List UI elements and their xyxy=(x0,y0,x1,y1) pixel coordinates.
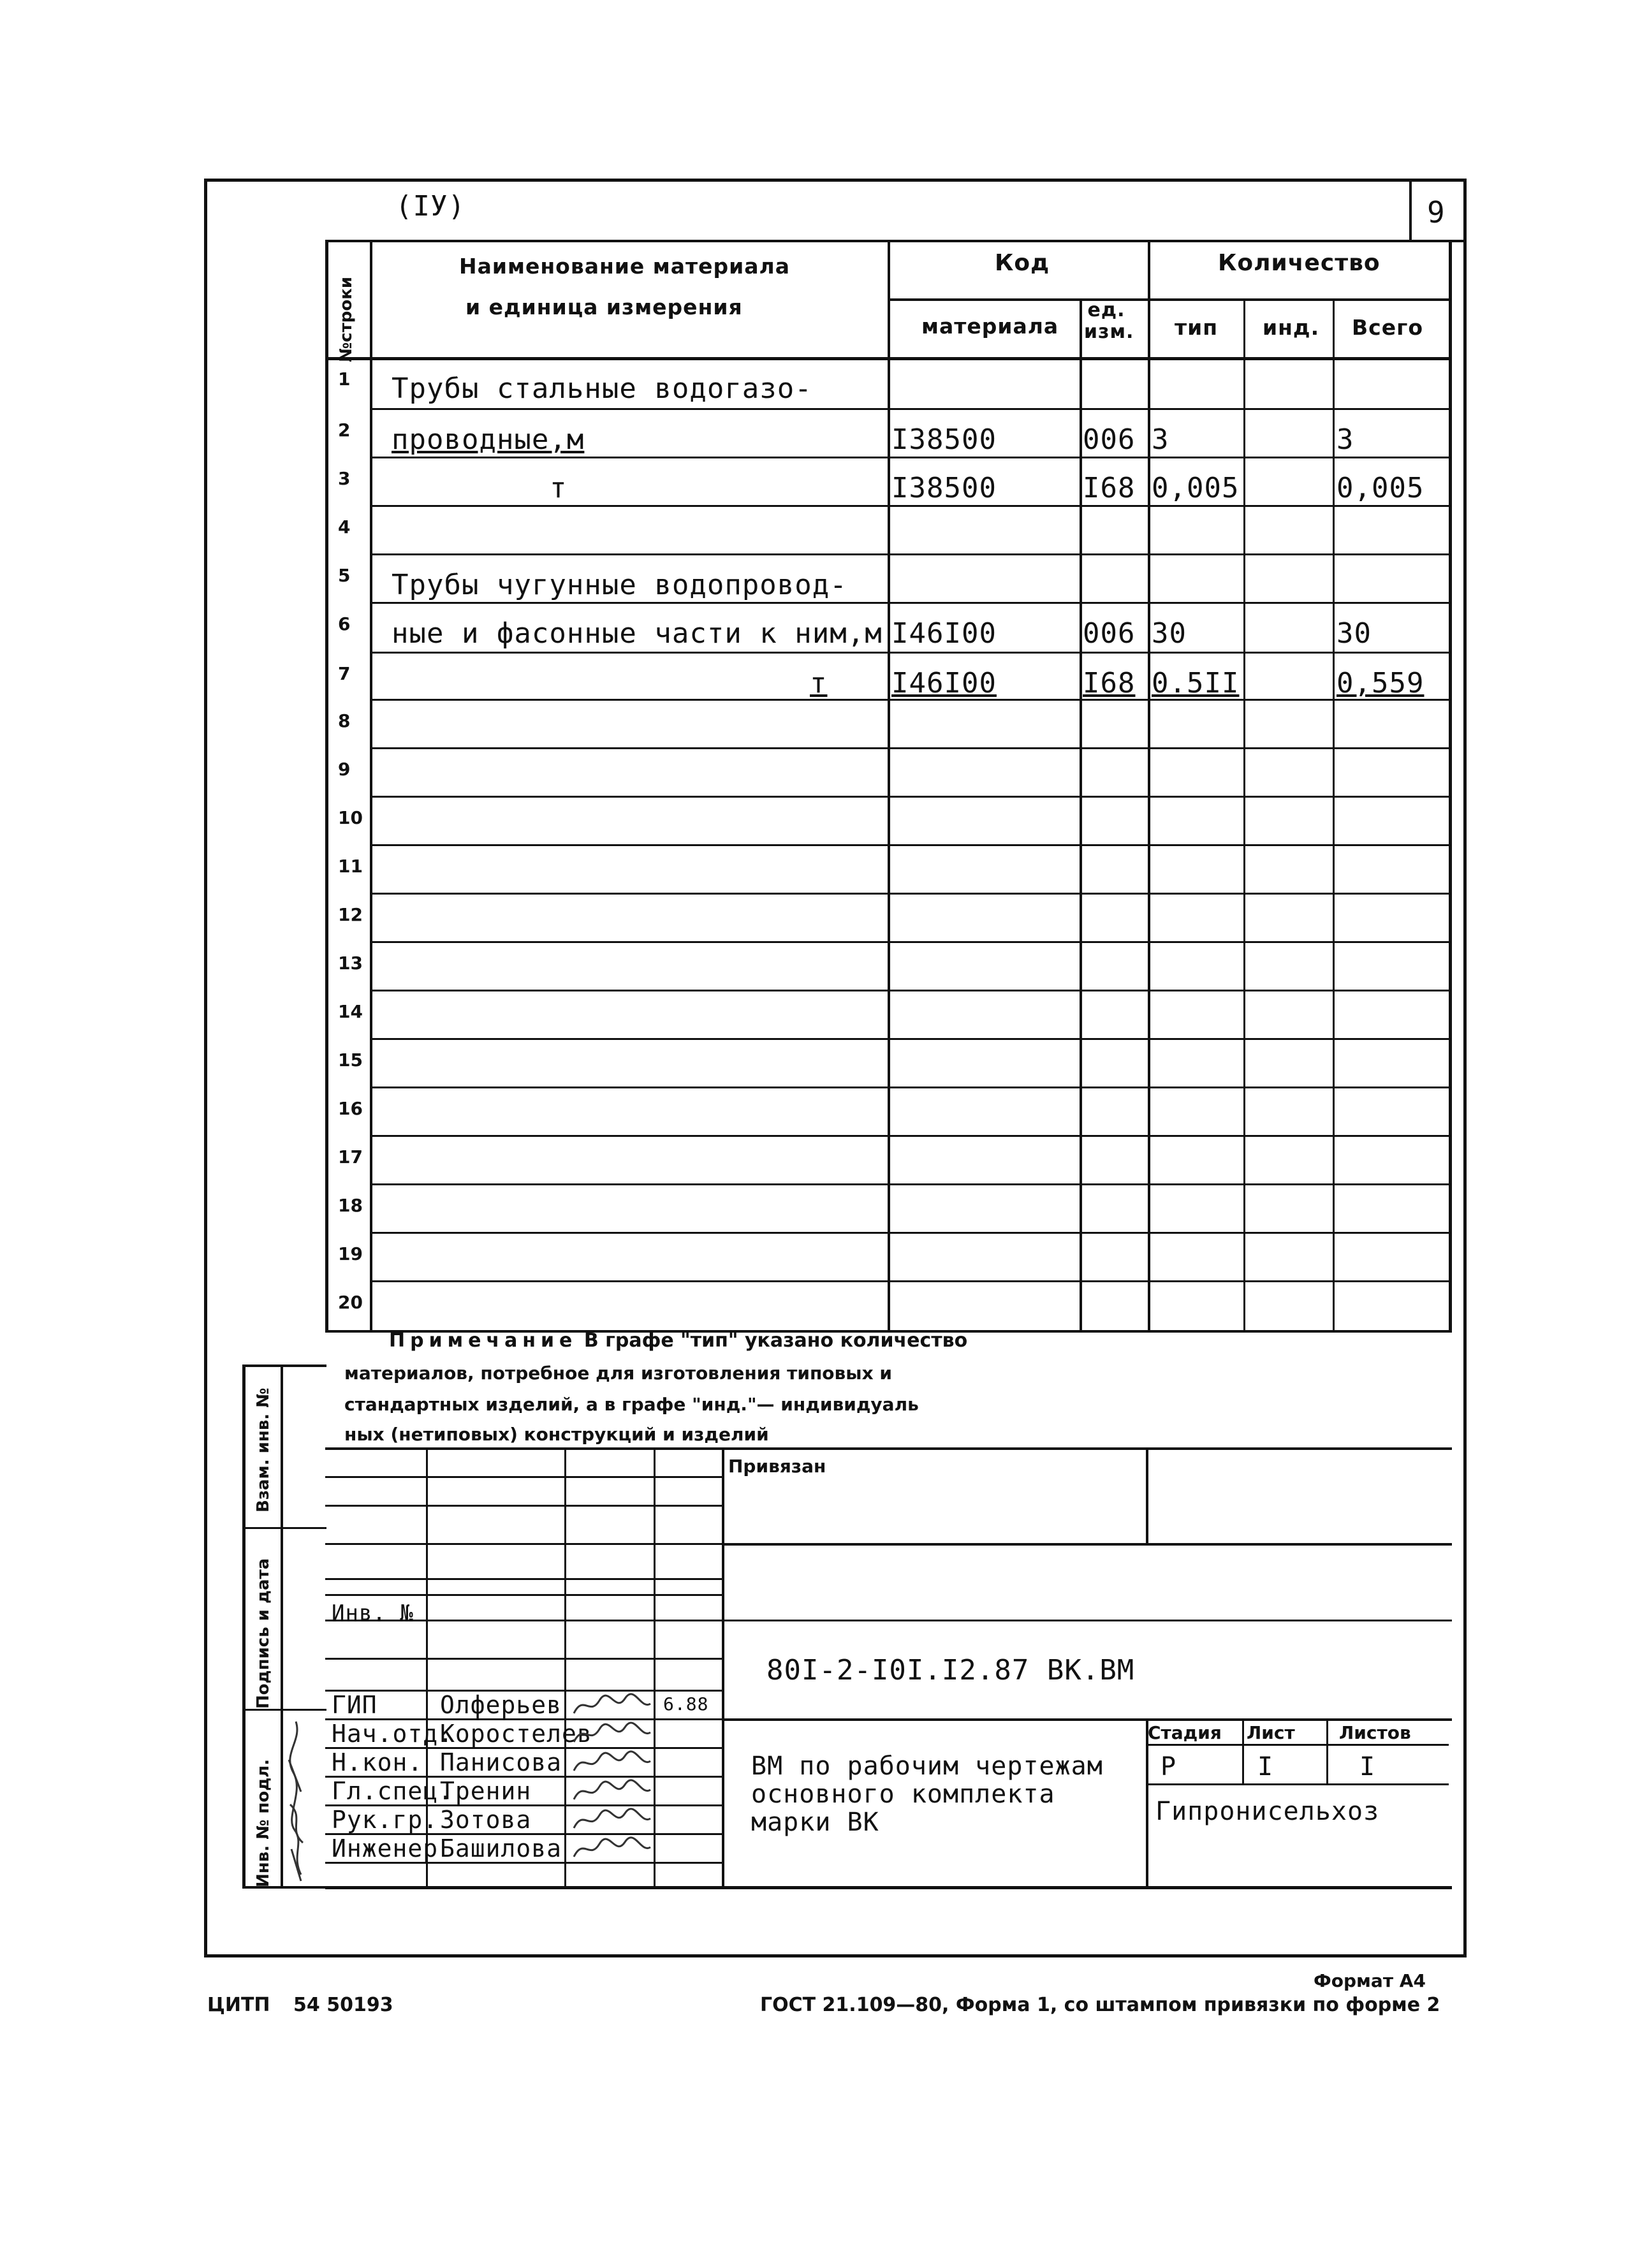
stage-value: Р xyxy=(1161,1752,1177,1781)
privyazan-right-divider xyxy=(1146,1447,1148,1544)
col-qty-ind: инд. xyxy=(1263,315,1320,340)
side-label-vzam: Взам. инв. № xyxy=(254,1387,273,1512)
signature-mark xyxy=(571,1691,654,1719)
cell-total: 30 xyxy=(1337,617,1372,650)
cell-type: 0.5II xyxy=(1152,667,1240,699)
row-number: 19 xyxy=(338,1243,363,1264)
cell-unit: I68 xyxy=(1083,667,1136,699)
stamp-bottom-line xyxy=(325,1886,1452,1889)
sheet-label: Лист xyxy=(1247,1722,1295,1743)
row-number: 14 xyxy=(338,1001,363,1022)
stage-col-divider1 xyxy=(1242,1718,1244,1783)
sheet-number: 9 xyxy=(1427,195,1446,230)
signer-name: Башилова xyxy=(440,1834,562,1862)
row-number: 20 xyxy=(338,1292,363,1313)
row-line xyxy=(370,747,1452,749)
doc-title-line1: ВМ по рабочим чертежам xyxy=(751,1752,1103,1781)
cell-code: I46I00 xyxy=(891,617,997,650)
stamp-col-divider xyxy=(654,1447,656,1887)
signer-role: Рук.гр. xyxy=(332,1806,439,1834)
row-line xyxy=(370,602,1452,604)
footer-org: ЦИТП xyxy=(207,1994,270,2016)
signer-role: ГИП xyxy=(332,1691,377,1719)
stamp-row-line xyxy=(325,1505,722,1507)
signer-name: Тренин xyxy=(440,1777,532,1805)
row-number: 3 xyxy=(338,468,351,489)
col-qty-header: Количество xyxy=(1218,250,1381,276)
row-line xyxy=(370,990,1452,991)
row-line xyxy=(370,553,1452,555)
code-top-line xyxy=(722,1620,1452,1621)
row-line xyxy=(370,1280,1452,1282)
row-line xyxy=(370,652,1452,654)
signer-name: Коростелев xyxy=(440,1720,592,1748)
col-code-unit: ед. изм. xyxy=(1084,299,1134,343)
row-number: 7 xyxy=(338,663,351,684)
footer-gost: ГОСТ 21.109—80, Форма 1, со штампом привязки по форме 2 xyxy=(760,1994,1440,2016)
note-line4: ных (нетиповых) конструкций и изделий xyxy=(344,1424,769,1445)
cell-name: Трубы стальные водогазо- xyxy=(392,372,812,405)
col-divider-rownum xyxy=(370,240,372,1331)
sheet-number-divider xyxy=(1409,179,1412,241)
col-code-material: материала xyxy=(921,314,1059,339)
side-strip-left xyxy=(242,1364,245,1887)
side-label-podpis: Подпись и дата xyxy=(254,1558,273,1709)
cell-type: 30 xyxy=(1152,617,1187,650)
signer-name: Олферьев xyxy=(440,1691,562,1719)
stamp-row-line xyxy=(325,1658,722,1660)
title-top-line xyxy=(722,1718,1452,1721)
cell-name: проводные,м xyxy=(392,423,585,456)
cell-total: 0,559 xyxy=(1337,667,1425,699)
row-line xyxy=(370,457,1452,458)
cell-unit: I68 xyxy=(1083,472,1136,504)
stamp-row-line xyxy=(325,1476,722,1478)
privyazan-label: Привязан xyxy=(728,1456,826,1477)
row-line xyxy=(370,1232,1452,1234)
cell-total: 0,005 xyxy=(1337,472,1425,504)
signer-date: 6.88 xyxy=(663,1694,709,1715)
row-number: 11 xyxy=(338,856,363,877)
row-line xyxy=(370,1086,1452,1088)
row-line xyxy=(370,1183,1452,1185)
sheet-value: I xyxy=(1257,1752,1274,1781)
row-line xyxy=(370,796,1452,798)
signer-role: Н.кон. xyxy=(332,1748,423,1776)
side-strip-sep2 xyxy=(242,1709,326,1711)
section-code: (IУ) xyxy=(395,190,465,223)
row-number: 10 xyxy=(338,807,363,828)
col-divider-name xyxy=(888,240,890,1331)
handwritten-inventory-mark xyxy=(285,1747,307,1887)
row-line xyxy=(370,505,1452,507)
cell-type: 3 xyxy=(1152,423,1169,456)
row-number: 16 xyxy=(338,1098,363,1119)
row-number: 4 xyxy=(338,516,351,538)
signature-mark xyxy=(571,1748,654,1776)
col-name-line1: Наименование материала xyxy=(459,254,790,279)
header-top-line xyxy=(325,240,1467,242)
row-number: 9 xyxy=(338,759,351,780)
cell-total: 3 xyxy=(1337,423,1354,456)
col-code-header: Код xyxy=(995,250,1050,276)
row-line xyxy=(370,1038,1452,1040)
row-line xyxy=(370,941,1452,943)
stage-header-line xyxy=(1146,1744,1449,1746)
side-strip-divider xyxy=(281,1364,283,1887)
inv-no-label: Инв. № xyxy=(332,1600,414,1626)
format-label: Формат А4 xyxy=(1314,1970,1426,1991)
cell-unit: 006 xyxy=(1083,617,1136,650)
stamp-mid-divider xyxy=(722,1447,724,1887)
signature-mark xyxy=(571,1720,654,1748)
stamp-row-line xyxy=(325,1543,722,1545)
note-line1 xyxy=(389,1329,967,1352)
header-subrow-line xyxy=(888,298,1449,301)
col-qty-type: тип xyxy=(1175,315,1219,340)
col-divider-qty xyxy=(1148,240,1150,1331)
signer-name: Зотова xyxy=(440,1806,532,1834)
sheets-label: Листов xyxy=(1339,1722,1411,1743)
row-number: 1 xyxy=(338,369,351,390)
signer-role: Гл.спец. xyxy=(332,1777,454,1805)
side-strip-top xyxy=(242,1364,326,1367)
col-divider-total xyxy=(1333,298,1335,1331)
signer-name: Панисова xyxy=(440,1748,562,1776)
row-line xyxy=(370,408,1452,410)
side-label-inv-podl: Инв. № подл. xyxy=(254,1759,273,1887)
doc-title-line3: марки ВК xyxy=(751,1808,879,1837)
cell-unit: 006 xyxy=(1083,423,1136,456)
row-number: 15 xyxy=(338,1050,363,1071)
col-rownum-label: №строки xyxy=(337,276,356,362)
stage-col-divider2 xyxy=(1326,1718,1328,1783)
stamp-row-line xyxy=(325,1578,722,1580)
header-bottom-line xyxy=(325,357,1452,360)
col-divider-ind xyxy=(1243,298,1245,1331)
organization: Гипронисельхоз xyxy=(1155,1797,1380,1826)
table-right-border xyxy=(1449,240,1452,1331)
col-divider-unit xyxy=(1080,298,1082,1331)
cell-code: I46I00 xyxy=(891,667,997,699)
row-number: 6 xyxy=(338,613,351,634)
cell-name: т xyxy=(550,472,568,504)
stage-value-line xyxy=(1146,1783,1449,1785)
cell-name: Трубы чугунные водопровод- xyxy=(392,569,847,601)
privyazan-bottom xyxy=(722,1543,1452,1546)
note-line2: материалов, потребное для изготовления типовых и xyxy=(344,1363,892,1384)
col-name-line2: и единица измерения xyxy=(465,295,743,319)
doc-title-line2: основного комплекта xyxy=(751,1780,1055,1809)
sheets-value: I xyxy=(1359,1752,1376,1781)
note-heading: Примечание xyxy=(389,1329,578,1352)
row-number: 5 xyxy=(338,565,351,586)
row-number: 12 xyxy=(338,904,363,925)
cell-code: I38500 xyxy=(891,423,997,456)
row-number: 17 xyxy=(338,1146,363,1167)
note-text-1: В графе "тип" указано количество xyxy=(583,1329,968,1352)
cell-name: ные и фасонные части к ним,м xyxy=(392,617,883,650)
cell-type: 0,005 xyxy=(1152,472,1240,504)
cell-code: I38500 xyxy=(891,472,997,504)
signature-mark xyxy=(571,1777,654,1805)
row-number: 13 xyxy=(338,953,363,974)
table-left-border xyxy=(325,240,328,1331)
footer-order: 54 50193 xyxy=(293,1994,393,2016)
col-qty-total: Всего xyxy=(1352,315,1424,340)
signer-role: Нач.отд. xyxy=(332,1720,454,1748)
note-line3: стандартных изделий, а в графе "инд."— индивидуаль xyxy=(344,1394,919,1415)
signature-mark xyxy=(571,1806,654,1834)
stage-label: Стадия xyxy=(1148,1722,1222,1743)
row-line xyxy=(370,844,1452,846)
row-number: 18 xyxy=(338,1195,363,1216)
signature-mark xyxy=(571,1834,654,1862)
cell-name: т xyxy=(810,667,828,699)
signer-role: Инженер xyxy=(332,1834,439,1862)
row-number: 8 xyxy=(338,710,351,731)
row-number: 2 xyxy=(338,420,351,441)
stamp-col-divider xyxy=(564,1447,566,1887)
row-line xyxy=(370,893,1452,895)
row-line xyxy=(370,1135,1452,1137)
doc-title xyxy=(751,1752,1103,1836)
doc-code: 80I-2-I0I.I2.87 ВК.ВМ xyxy=(766,1654,1135,1686)
stamp-row-line xyxy=(325,1594,722,1596)
side-strip-sep1 xyxy=(242,1527,326,1529)
stamp-top-line xyxy=(325,1447,1452,1450)
